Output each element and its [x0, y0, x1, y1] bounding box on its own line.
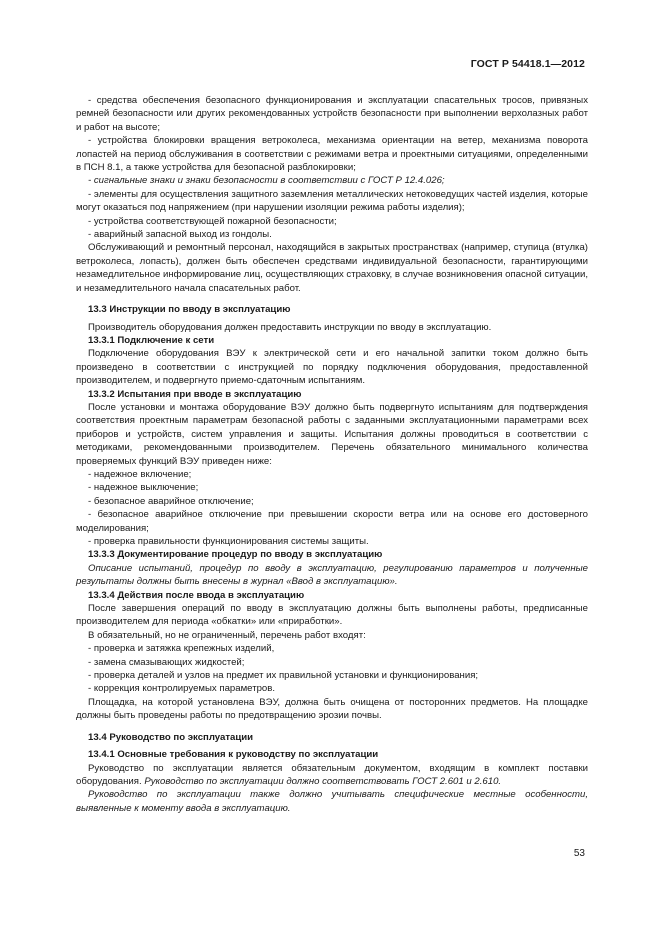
paragraph: Описание испытаний, процедур по вводу в эксплуатацию, регулированию параметров и полученные результаты должны быть внесены в журнал «Ввод в эксплуатацию».	[76, 562, 588, 588]
list-item: - проверка и затяжка крепежных изделий,	[88, 643, 275, 655]
paragraph: После установки и монтажа оборудование ВЭУ должно быть подвергнуто испытаниям для подтверждения соответствия проектным параметрам безопасной работы с заданными эксплуатационными параметрами всех приборов и устройств, систем управления и защиты. Испытания должны проводиться в соответствии с методиками, рекомендованными производителем. Перечень обязательного минимального количества проверяемых функций ВЭУ приведен ниже:	[76, 401, 588, 467]
list-item: - безопасное аварийное отключение при превышении скорости ветра или на основе его достоверного моделирования;	[76, 509, 588, 534]
page-header: ГОСТ Р 54418.1—2012	[470, 58, 585, 70]
paragraph: Руководство по эксплуатации также должно учитывать специфические местные особенности, выявленные к моменту ввода в эксплуатацию.	[76, 789, 588, 814]
page-number: 53	[573, 848, 585, 859]
subsection-heading: 13.4.1 Основные требования к руководству по эксплуатации	[88, 749, 379, 761]
paragraph-text: Руководство по эксплуатации является обязательным документом, входящим в комплект поставки оборудования.	[76, 762, 588, 787]
paragraph: Производитель оборудования должен предоставить инструкции по вводу в эксплуатацию.	[88, 321, 492, 333]
list-item: - аварийный запасной выход из гондолы.	[88, 229, 272, 241]
list-item: - средства обеспечения безопасного функционирования и эксплуатации спасательных тросов, привязных ремней безопасности или других рекомендованных устройств безопасности при выполнении верхолазных работ и работ на высоте;	[76, 95, 588, 133]
section-heading: 13.4 Руководство по эксплуатации	[88, 731, 254, 743]
document-body	[76, 94, 588, 815]
list-item: - устройства блокировки вращения ветроколеса, механизма ориентации на ветер, механизма поворота лопастей на период обслуживания в соответствии с режимами ветра и проектными ситуациями, определенными в ПСН 8.1, а также устройства для безопасной разблокировки;	[76, 135, 588, 174]
list-item: - надежное включение;	[88, 468, 192, 480]
list-item: - проверка деталей и узлов на предмет их правильной установки и функционирования;	[88, 670, 479, 682]
list-item: - сигнальные знаки и знаки безопасности в соответствии с ГОСТ Р 12.4.026;	[88, 175, 445, 187]
paragraph: Обслуживающий и ремонтный персонал, находящийся в закрытых пространствах (например, ступица (втулка) ветроколеса, лопасть), должен быть обеспечен средствами индивидуальной безопасности, гарантирующими незамедлительное информирование лиц, осуществляющих страховку, в случае возникновения опасной ситуации, и незамедлительного начала спасательных работ.	[76, 242, 588, 294]
list-item: - коррекция контролируемых параметров.	[88, 683, 276, 695]
paragraph: После завершения операций по вводу в эксплуатацию должны быть выполнены работы, предписанные производителем для периода «обкатки» или «приработки».	[76, 603, 588, 628]
paragraph-text-italic: Руководство по эксплуатации должно соответствовать ГОСТ 2.601 и 2.610.	[144, 775, 502, 787]
list-item: - проверка правильности функционирования системы защиты.	[88, 536, 369, 547]
section-heading: 13.3 Инструкции по вводу в эксплуатацию	[88, 304, 291, 316]
subsection-heading: 13.3.4 Действия после ввода в эксплуатацию	[88, 589, 305, 601]
list-item: - устройства соответствующей пожарной безопасности;	[88, 215, 337, 227]
paragraph: Площадка, на которой установлена ВЭУ, должна быть очищена от посторонних предметов. На площадке должны быть проведены работы по предотвращению эрозии почвы.	[76, 696, 588, 722]
paragraph: В обязательный, но не ограниченный, перечень работ входят:	[88, 629, 366, 641]
list-item: - замена смазывающих жидкостей;	[88, 656, 245, 668]
list-item: - элементы для осуществления защитного заземления металлических нетоковедущих частей изделия, которые могут оказаться под напряжением (при нарушении изоляции режима работы изделия);	[76, 188, 588, 214]
paragraph	[76, 762, 588, 789]
paragraph: Подключение оборудования ВЭУ к электрической сети и его начальной запитки током должно быть произведено в соответствии с инструкцией по порядку подключения оборудования, предоставленной производителем, и подвергнуто приемо-сдаточным испытаниям.	[76, 348, 588, 387]
subsection-heading: 13.3.1 Подключение к сети	[88, 334, 215, 346]
list-item: - безопасное аварийное отключение;	[88, 495, 254, 507]
list-item: - надежное выключение;	[88, 482, 199, 494]
subsection-heading: 13.3.3 Документирование процедур по вводу в эксплуатацию	[88, 549, 383, 561]
subsection-heading: 13.3.2 Испытания при вводе в эксплуатацию	[88, 388, 302, 400]
